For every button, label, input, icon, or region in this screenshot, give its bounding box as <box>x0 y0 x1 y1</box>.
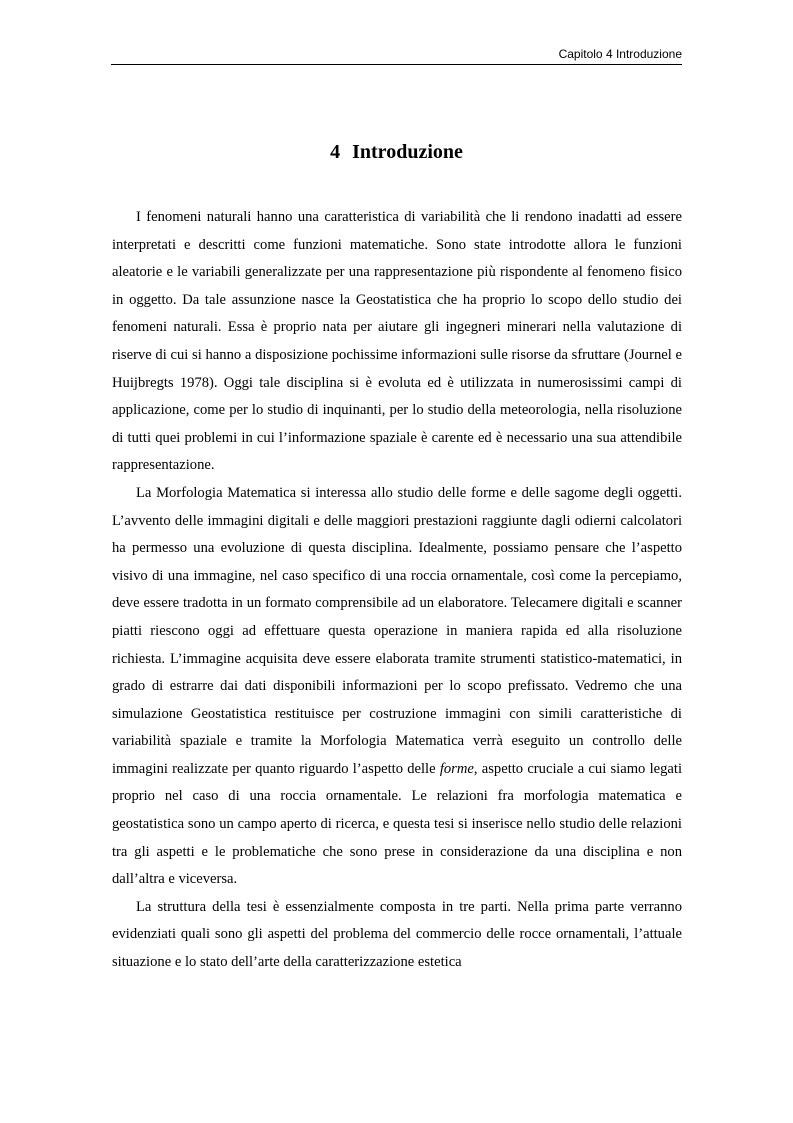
italic-term-forme: forme <box>439 760 474 777</box>
paragraph-2 <box>112 480 682 894</box>
chapter-number: 4 <box>330 141 341 163</box>
paragraph-1: I fenomeni naturali hanno una caratteristica di variabilità che li rendono inadatti ad essere interpretati e descritti come funzioni matematiche. Sono state introdotte allora le funzioni aleatorie e le variabili generalizzate per una rappresentazione più rispondente al fenomeno fisico in oggetto. Da tale assunzione nasce la Geostatistica che ha proprio lo scopo dello studio dei fenomeni naturali. Essa è proprio nata per aiutare gli ingegneri minerari nella valutazione di riserve di cui si hanno a disposizione pochissime informazioni sulle risorse da sfruttare (Journel e Huijbregts 1978). Oggi tale disciplina si è evoluta ed è utilizzata in numerosissimi campi di applicazione, come per lo studio di inquinanti, per lo studio della meteorologia, nella risoluzione di tutti quei problemi in cui l’informazione spaziale è carente ed è necessario una sua attendibile rappresentazione. <box>112 209 682 474</box>
body-text <box>112 204 682 977</box>
paragraph-2-part-2: , aspetto cruciale a cui siamo legati proprio nel caso di una roccia ornamentale. Le relazioni fra morfologia matematica e geostatistica sono un campo aperto di ricerca, e questa tesi si inserisce nello studio delle relazioni tra gli aspetti e le problematiche che sono prese in considerazione da una disciplina e non dall’altra e viceversa. <box>112 760 682 888</box>
running-head: Capitolo 4 Introduzione <box>558 47 682 61</box>
chapter-title <box>111 138 682 166</box>
paragraph-3: La struttura della tesi è essenzialmente composta in tre parti. Nella prima parte verranno evidenziati quali sono gli aspetti del problema del commercio delle rocce ornamentali, l’attuale situazione e lo stato dell’arte della caratterizzazione estetica <box>112 898 682 971</box>
paragraph-2-part-1: La Morfologia Matematica si interessa allo studio delle forme e delle sagome degli oggetti. L’avvento delle immagini digitali e delle maggiori prestazioni raggiunte dagli odierni calcolatori ha permesso una evoluzione di questa disciplina. Idealmente, possiamo pensare che l’aspetto visivo di una immagine, nel caso specifico di una roccia ornamentale, così come la percepiamo, deve essere tradotta in un formato comprensibile ad un elaboratore. Telecamere digitali e scanner piatti riescono oggi ad effettuare questa operazione in maniera rapida ed alla risoluzione richiesta. L’immagine acquisita deve essere elaborata tramite strumenti statistico-matematici, in grado di estrarre dai dati disponibili informazioni per lo scopo prefissato. Vedremo che una simulazione Geostatistica restituisce per costruzione immagini con simili caratteristiche di variabilità spaziale e tramite la Morfologia Matematica verrà eseguito un controllo delle immagini realizzate per quanto riguardo l’aspetto delle <box>112 484 682 777</box>
chapter-title-text: Introduzione <box>352 141 463 163</box>
header-rule <box>111 64 682 65</box>
